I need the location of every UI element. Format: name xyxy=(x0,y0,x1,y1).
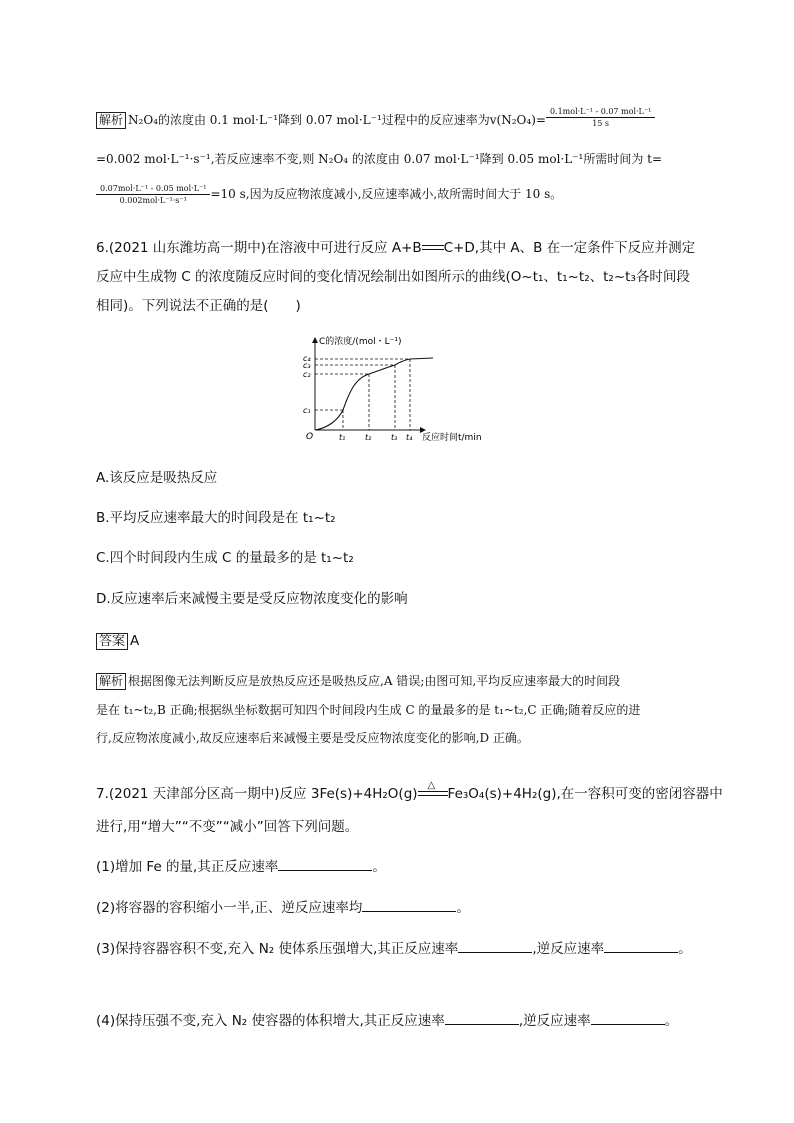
analysis-text: =10 s,因为反应物浓度减小,反应速率减小,故所需时间大于 10 s。 xyxy=(210,187,563,201)
analysis-q5-line2: =0.002 mol·L⁻¹·s⁻¹,若反应速率不变,则 N₂O₄ 的浓度由 0.07 mol·L⁻¹降到 0.05 mol·L⁻¹所需时间为 t= xyxy=(96,152,663,166)
item-text: 。 xyxy=(664,1013,679,1029)
item-text: (2)将容器的容积缩小一半,正、逆反应速率均 xyxy=(96,900,363,916)
q6-option-d: D.反应速率后来减慢主要是受反应物浓度变化的影响 xyxy=(96,591,408,607)
y-tick-c3: c₃ xyxy=(303,361,311,370)
item-text: ,逆反应速率 xyxy=(532,941,605,957)
q7-text: Fe₃O₄(s)+4H₂(g),在一容积可变的密闭容器中 xyxy=(447,786,723,802)
q6-stem-line3: 相同)。下列说法不正确的是( ) xyxy=(96,298,301,314)
origin-label: O xyxy=(306,432,314,442)
q6-option-a: A.该反应是吸热反应 xyxy=(96,470,218,486)
y-tick-c2: c₂ xyxy=(303,370,311,379)
q6-analysis-line3: 行,反应物浓度减小,故反应速率后来减慢主要是受反应物浓度变化的影响,D 正确。 xyxy=(96,731,529,745)
analysis-label: 解析 xyxy=(96,112,126,129)
answer-blank[interactable] xyxy=(278,858,372,871)
fraction xyxy=(96,183,210,206)
fraction-numerator: 0.1mol·L⁻¹ - 0.07 mol·L⁻¹ xyxy=(546,106,655,118)
fraction-numerator: 0.07mol·L⁻¹ - 0.05 mol·L⁻¹ xyxy=(96,183,210,195)
reversible-arrow-icon xyxy=(422,243,444,253)
q7-text: 7.(2021 天津部分区高一期中)反应 3Fe(s)+4H₂O(g) xyxy=(96,786,418,802)
x-tick-t4: t₄ xyxy=(406,433,413,442)
item-text: (4)保持压强不变,充入 N₂ 使容器的体积增大,其正反应速率 xyxy=(96,1013,445,1029)
q6-analysis-line1 xyxy=(96,673,620,690)
q7-item-3 xyxy=(96,940,692,958)
item-text: (1)增加 Fe 的量,其正反应速率 xyxy=(96,859,279,875)
answer-label: 答案 xyxy=(96,633,128,650)
answer-value: A xyxy=(130,633,140,649)
analysis-text: v(N₂O₄)= xyxy=(489,113,546,127)
x-tick-t3: t₃ xyxy=(391,433,398,442)
fraction xyxy=(546,106,655,129)
fraction-denominator: 0.002mol·L⁻¹·s⁻¹ xyxy=(119,196,187,205)
y-tick-c1: c₁ xyxy=(303,406,311,415)
analysis-q5-line1 xyxy=(96,107,655,129)
q6-analysis-line2: 是在 t₁~t₂,B 正确;根据纵坐标数据可知四个时间段内生成 C 的量最多的是 t₁~t₂,C 正确;随着反应的进 xyxy=(96,703,641,717)
q7-stem-line2: 进行,用“增大”“不变”“减小”回答下列问题。 xyxy=(96,819,359,835)
q6-option-c: C.四个时间段内生成 C 的量最多的是 t₁~t₂ xyxy=(96,550,354,566)
analysis-label: 解析 xyxy=(96,673,126,690)
answer-blank[interactable] xyxy=(362,899,456,912)
answer-blank[interactable] xyxy=(604,940,678,953)
q6-answer xyxy=(96,632,139,650)
x-tick-t1: t₁ xyxy=(339,433,346,442)
q7-item-4 xyxy=(96,1012,678,1030)
reversible-arrow-icon xyxy=(418,780,448,799)
x-axis-label: 反应时间t/min xyxy=(422,433,482,443)
item-text: 。 xyxy=(678,941,692,957)
fraction-denominator: 15 s xyxy=(592,119,610,128)
q6-stem-line1 xyxy=(96,239,695,257)
item-text: 。 xyxy=(456,900,470,916)
x-tick-t2: t₂ xyxy=(365,433,372,442)
analysis-text: 根据图像无法判断反应是放热反应还是吸热反应,A 错误;由图可知,平均反应速率最大的时间段 xyxy=(128,674,621,688)
q6-text: C+D,其中 A、B 在一定条件下反应并测定 xyxy=(443,240,696,256)
analysis-q5-line3 xyxy=(96,183,562,206)
item-text: (3)保持容器容积不变,充入 N₂ 使体系压强增大,其正反应速率 xyxy=(96,941,459,957)
y-tick-c4: c₄ xyxy=(303,354,311,363)
answer-blank[interactable] xyxy=(445,1012,519,1025)
answer-blank[interactable] xyxy=(591,1012,665,1025)
q6-stem-line2: 反应中生成物 C 的浓度随反应时间的变化情况绘制出如图所示的曲线(O~t₁、t₁~t₂、t₂~t₃各时间段 xyxy=(96,269,690,285)
concentration-graph xyxy=(300,330,500,450)
analysis-text: N₂O₄的浓度由 0.1 mol·L⁻¹降到 0.07 mol·L⁻¹过程中的反应速率为 xyxy=(128,113,490,127)
q6-text: 6.(2021 山东潍坊高一期中)在溶液中可进行反应 A+B xyxy=(96,240,422,256)
item-text: ,逆反应速率 xyxy=(518,1013,591,1029)
q7-stem-line1 xyxy=(96,780,723,803)
item-text: 。 xyxy=(372,859,386,875)
q7-item-2 xyxy=(96,899,470,917)
y-axis-label: C的浓度/(mol・L⁻¹) xyxy=(319,337,402,347)
concentration-curve xyxy=(315,358,433,430)
q6-option-b: B.平均反应速率最大的时间段是在 t₁~t₂ xyxy=(96,510,336,526)
answer-blank[interactable] xyxy=(458,940,532,953)
heat-condition: △ xyxy=(427,780,436,791)
q7-item-1 xyxy=(96,858,386,876)
